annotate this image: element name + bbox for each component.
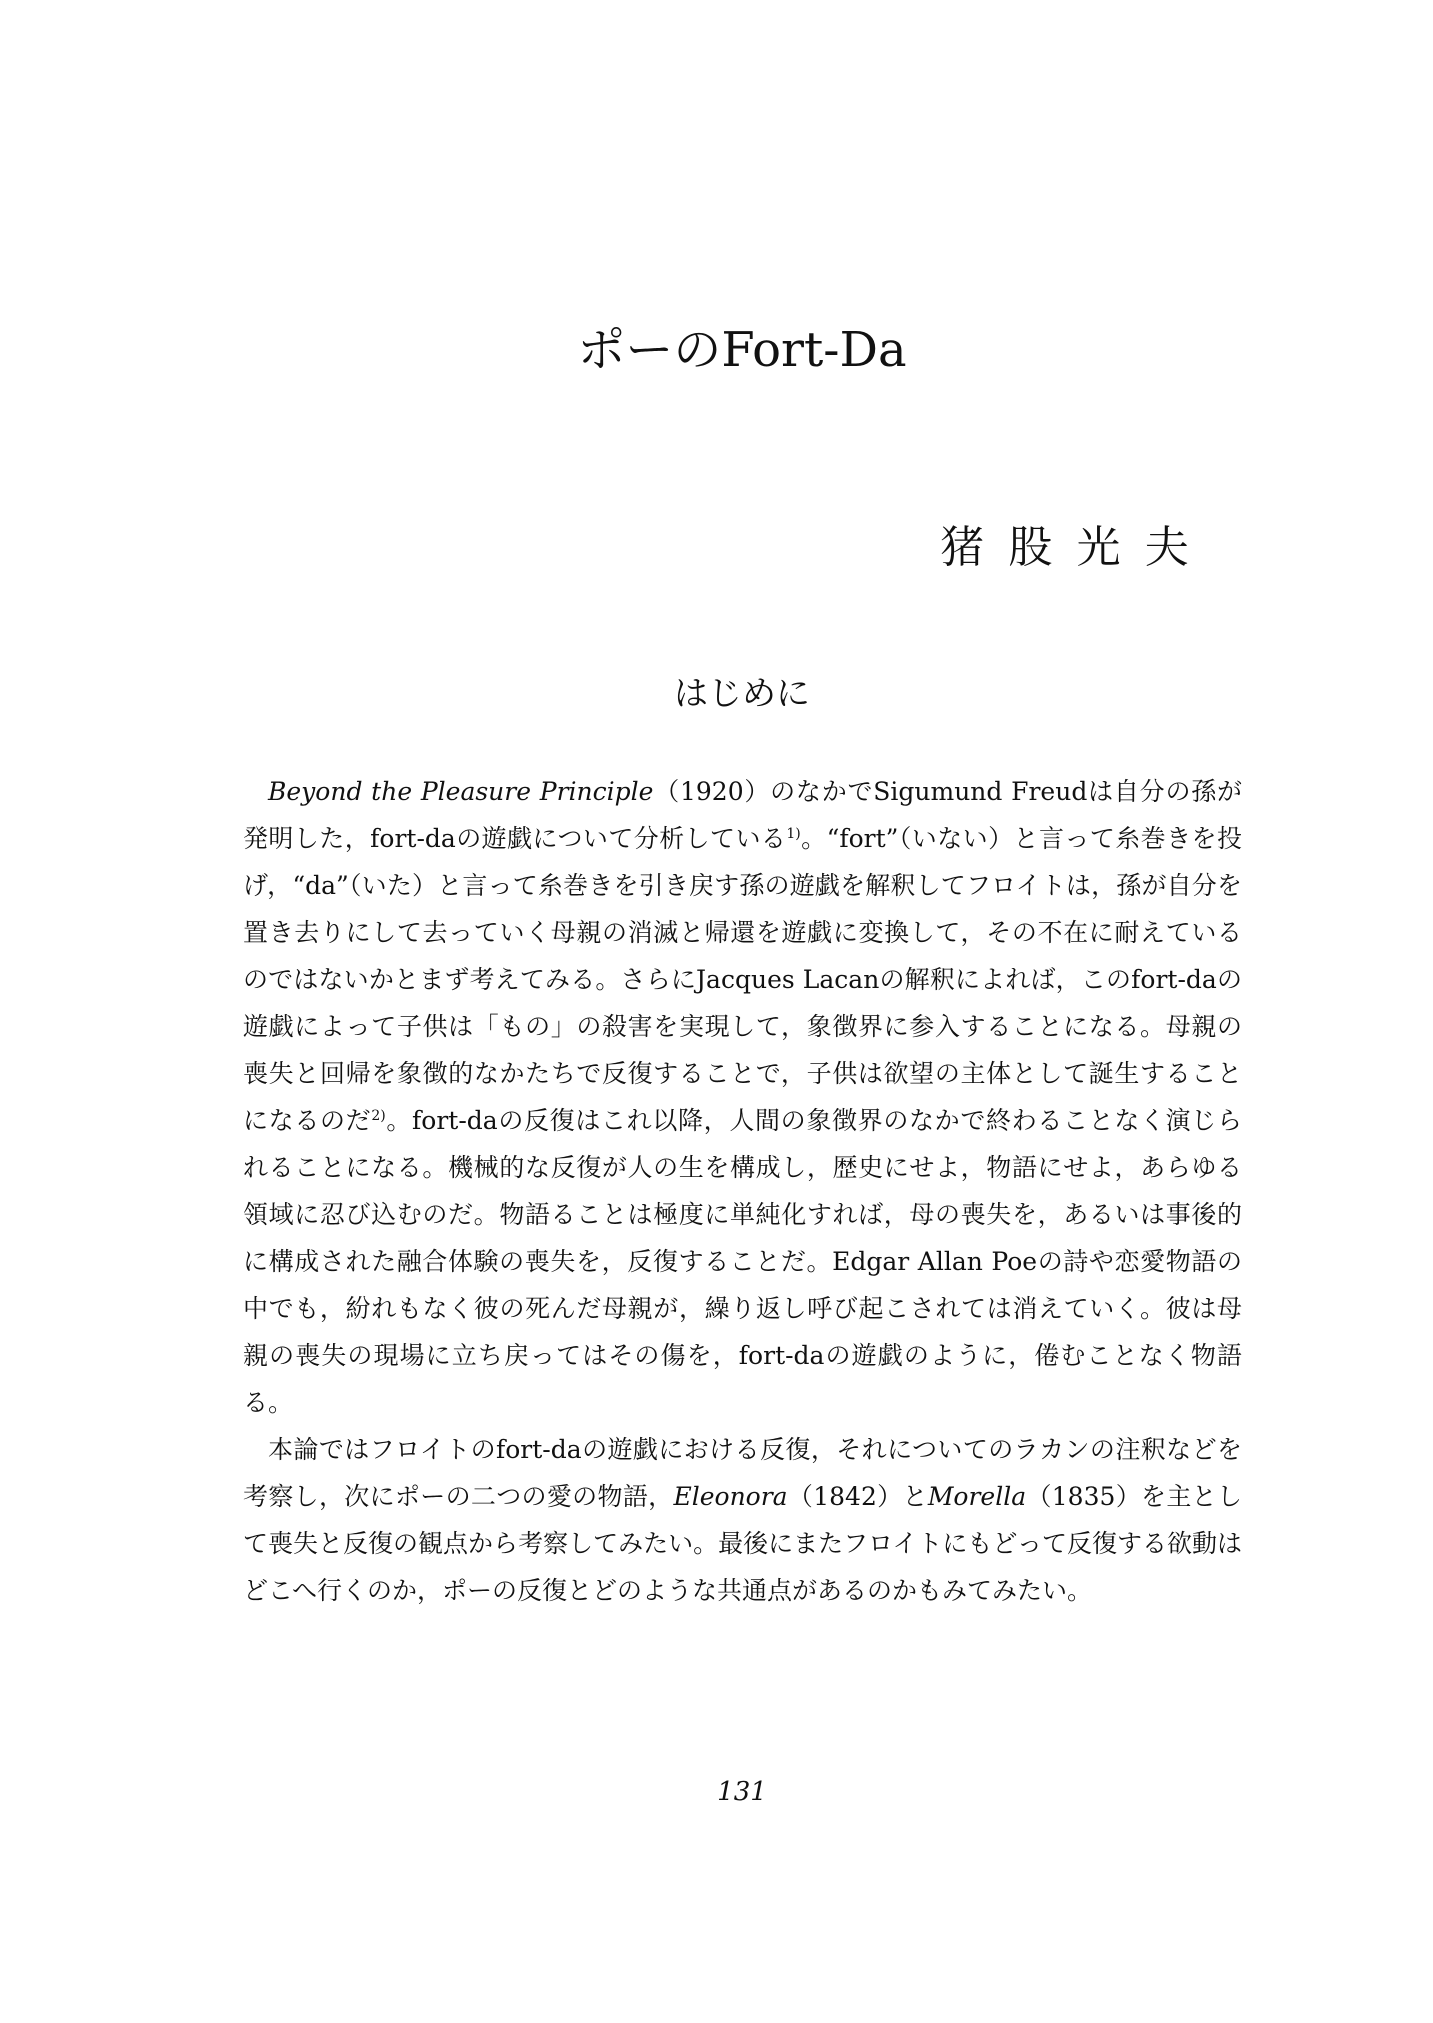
text-segment: （1842）と <box>787 1482 928 1511</box>
body-text <box>243 768 1242 1614</box>
author-name: 猪股光夫 <box>940 522 1213 573</box>
work-title: Morella <box>927 1482 1027 1511</box>
text-segment: （1920）のなかでSigumund Freudは自分の孫が発明した，fort-daの遊戯について分析している <box>243 777 1242 853</box>
text-segment: （1835）を主として喪失と反復の観点から考察してみたい。最後にまたフロイトにもどって反復する欲動はどこへ行くのか，ポーの反復とどのような共通点があるのかもみてみたい。 <box>243 1482 1243 1605</box>
footnote-marker: 1) <box>786 826 801 842</box>
text-segment: 。fort-daの反復はこれ以降，人間の象徴界のなかで終わることなく演じられることになる。機械的な反復が人の生を構成し，歴史にせよ，物語にせよ，あらゆる領域に忍び込むのだ。物語ることは極度に単純化すれば，母の喪失を，あるいは事後的に構成された融合体験の喪失を，反復することだ。Edgar Allan Poeの詩や恋愛物語の中でも，紛れもなく彼の死んだ母親が，繰り返し呼び起こされては消えていく。彼は母親の喪失の現場に立ち戻ってはその傷を，fort-daの遊戯のように，倦むことなく物語る。 <box>243 1106 1242 1417</box>
footnote-marker: 2) <box>371 1108 386 1124</box>
work-title: Eleonora <box>673 1482 788 1511</box>
paragraph-2 <box>243 1426 1242 1614</box>
section-heading: はじめに <box>674 674 810 714</box>
text-segment: 。“fort”（いない）と言って糸巻きを投げ，“da”（いた）と言って糸巻きを引き戻す孫の遊戯を解釈してフロイトは，孫が自分を置き去りにして去っていく母親の消滅と帰還を遊戯に変換して，その不在に耐えているのではないかとまず考えてみる。さらにJacques Lacanの解釈によれば，このfort-daの遊戯によって子供は「もの」の殺害を実現して，象徴界に参入することになる。母親の喪失と回帰を象徴的なかたちで反復することで，子供は欲望の主体として誕生することになるのだ <box>243 824 1242 1135</box>
page-number: 131 <box>717 1777 767 1807</box>
work-title: Beyond the Pleasure Principle <box>268 777 654 806</box>
text-segment: 本論ではフロイトのfort-daの遊戯における反復，それについてのラカンの注釈などを考察し，次にポーの二つの愛の物語， <box>243 1435 1242 1511</box>
paragraph-1 <box>243 768 1242 1426</box>
paper-title: ポーのFort-Da <box>577 322 907 378</box>
